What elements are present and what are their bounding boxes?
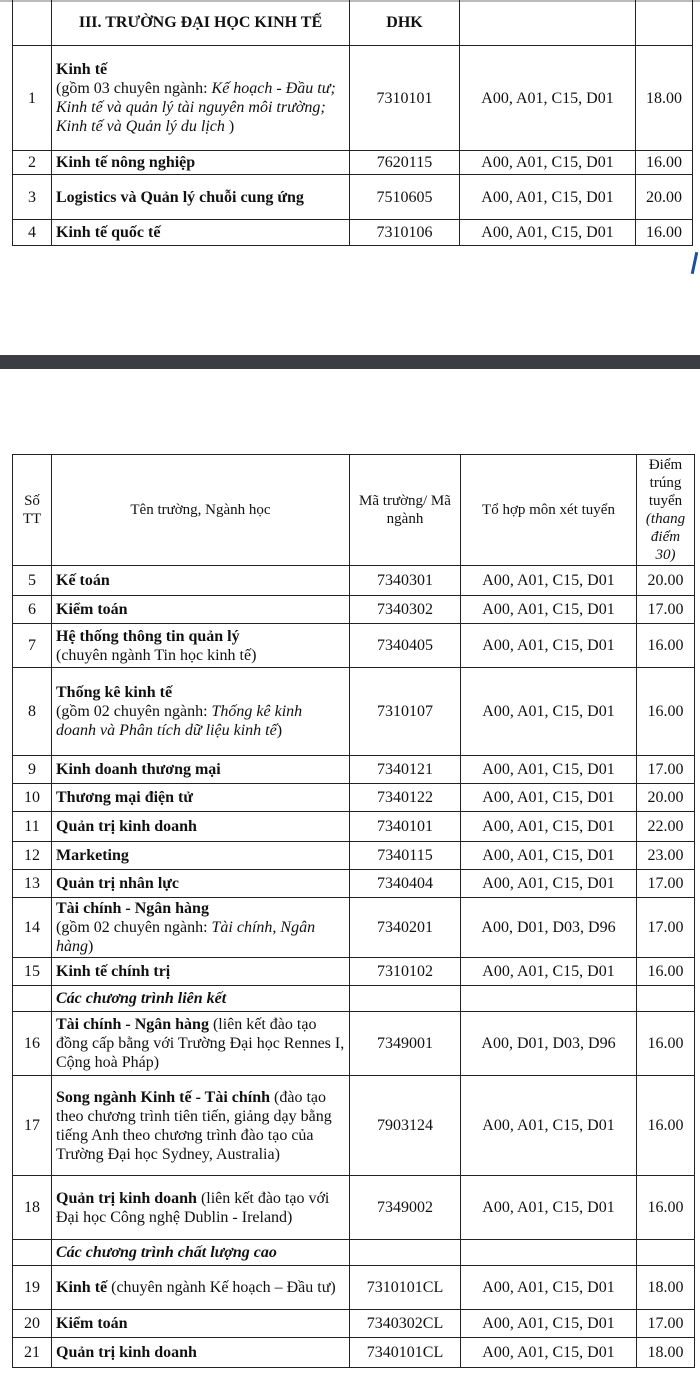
program-title: Tài chính - Ngân hàng <box>56 1016 209 1033</box>
row-number: 20 <box>13 1310 52 1338</box>
admission-score: 17.00 <box>637 898 695 958</box>
program-name <box>52 151 350 175</box>
program-code: 7340405 <box>350 624 461 668</box>
subject-combination: A00, A01, C15, D01 <box>460 46 636 151</box>
subject-combination: A00, A01, C15, D01 <box>461 1076 637 1176</box>
admission-score: 16.00 <box>637 1176 695 1240</box>
row-number: 13 <box>13 870 52 898</box>
program-name <box>52 175 350 220</box>
row-number: 7 <box>13 624 52 668</box>
page-divider <box>0 355 700 369</box>
group-blank <box>461 1240 637 1266</box>
admission-score: 16.00 <box>637 624 695 668</box>
group-blank <box>461 986 637 1012</box>
program-name <box>52 784 350 812</box>
program-specializations: Tài chính, Ngân hàng <box>56 919 316 955</box>
admission-score: 16.00 <box>637 1076 695 1176</box>
program-code: 7340101CL <box>350 1338 461 1368</box>
row-number: 19 <box>13 1266 52 1310</box>
program-specializations: Thống kê kinh doanh và Phân tích dữ liệu kinh tế <box>56 703 303 739</box>
group-blank <box>13 986 52 1012</box>
program-note: (liên kết đào tạo với Đại học Công nghệ Dublin - Ireland) <box>56 1189 330 1226</box>
admission-score: 23.00 <box>637 842 695 870</box>
program-title: Kiểm toán <box>56 1315 128 1332</box>
group-blank <box>350 986 461 1012</box>
program-name <box>52 958 350 986</box>
row-number: 3 <box>13 175 52 220</box>
table-row <box>13 1338 695 1368</box>
group-label: Các chương trình liên kết <box>52 986 350 1012</box>
table-row <box>13 175 693 220</box>
table-row <box>13 842 695 870</box>
school-title: III. TRƯỜNG ĐẠI HỌC KINH TẾ <box>52 0 350 46</box>
program-title: Kinh tế nông nghiệp <box>56 154 196 171</box>
program-code: 7310106 <box>350 220 460 246</box>
admission-score: 20.00 <box>637 784 695 812</box>
subject-combination: A00, A01, C15, D01 <box>461 870 637 898</box>
program-note: (gồm 03 chuyên ngành: <box>56 80 212 97</box>
row-number: 12 <box>13 842 52 870</box>
subject-combination: A00, A01, C15, D01 <box>461 842 637 870</box>
program-code: 7620115 <box>350 151 460 175</box>
admission-score: 22.00 <box>637 812 695 842</box>
program-name <box>52 1012 350 1076</box>
program-title: Kinh tế chính trị <box>56 963 171 980</box>
program-title: Quản trị kinh doanh <box>56 1344 197 1361</box>
table-row <box>13 812 695 842</box>
row-number: 11 <box>13 812 52 842</box>
header-score-label: Điểm trúng tuyển <box>648 457 683 509</box>
program-note: (gồm 02 chuyên ngành: <box>56 703 212 720</box>
table-row <box>13 1012 695 1076</box>
header-score-note: (thang điểm 30) <box>645 511 686 563</box>
admission-score: 16.00 <box>637 668 695 756</box>
program-title: Song ngành Kinh tế - Tài chính <box>56 1088 271 1106</box>
table-row <box>13 668 695 756</box>
program-note: (đào tạo theo chương trình tiên tiến, giảng dạy bằng tiếng Anh theo chương trình đào tạo của Trường Đại học Sydney, Australia) <box>56 1088 332 1163</box>
header-name: Tên trường, Ngành học <box>52 455 350 566</box>
subject-combination: A00, A01, C15, D01 <box>461 756 637 784</box>
row-number: 1 <box>13 46 52 151</box>
header-no: Số TT <box>13 455 52 566</box>
admission-score: 16.00 <box>636 220 693 246</box>
program-code: 7340201 <box>350 898 461 958</box>
program-name <box>52 1076 350 1176</box>
program-code: 7310107 <box>350 668 461 756</box>
header-combo: Tổ hợp môn xét tuyển <box>461 455 637 566</box>
row-number: 16 <box>13 1012 52 1076</box>
table-row <box>13 898 695 958</box>
program-name <box>52 1338 350 1368</box>
group-blank <box>350 1240 461 1266</box>
table-row <box>13 220 693 246</box>
program-code: 7903124 <box>350 1076 461 1176</box>
program-title: Kế toán <box>56 572 110 589</box>
subject-combination: A00, A01, C15, D01 <box>460 151 636 175</box>
admission-score: 18.00 <box>637 1338 695 1368</box>
table-row <box>13 1176 695 1240</box>
subject-combination: A00, A01, C15, D01 <box>461 668 637 756</box>
subject-combination: A00, A01, C15, D01 <box>461 812 637 842</box>
program-name <box>52 812 350 842</box>
table-row <box>13 596 695 624</box>
program-title: Kinh tế <box>56 61 108 78</box>
row-number: 15 <box>13 958 52 986</box>
program-title: Kinh doanh thương mại <box>56 761 221 778</box>
program-name <box>52 624 350 668</box>
program-title: Quản trị kinh doanh <box>56 818 197 835</box>
program-code: 7340101 <box>350 812 461 842</box>
row-number: 9 <box>13 756 52 784</box>
program-name <box>52 566 350 596</box>
header-score <box>637 455 695 566</box>
subject-combination: A00, A01, C15, D01 <box>461 1310 637 1338</box>
subject-combination: A00, A01, C15, D01 <box>461 566 637 596</box>
program-name <box>52 46 350 151</box>
program-name <box>52 870 350 898</box>
table-row <box>13 1310 695 1338</box>
group-blank <box>13 1240 52 1266</box>
table-row <box>13 870 695 898</box>
admission-score: 16.00 <box>636 151 693 175</box>
bottom-admission-table <box>12 454 695 1368</box>
program-code: 7340302 <box>350 596 461 624</box>
program-title: Hệ thống thông tin quản lý <box>56 627 240 645</box>
program-title: Logistics và Quản lý chuỗi cung ứng <box>56 188 304 206</box>
school-code: DHK <box>350 0 460 46</box>
program-name <box>52 220 350 246</box>
subject-combination: A00, A01, C15, D01 <box>460 175 636 220</box>
table-row <box>13 958 695 986</box>
school-header-row <box>13 0 693 46</box>
program-name <box>52 596 350 624</box>
admission-score: 16.00 <box>637 958 695 986</box>
program-code: 7340115 <box>350 842 461 870</box>
program-title: Tài chính - Ngân hàng <box>56 900 209 917</box>
admission-score: 20.00 <box>637 566 695 596</box>
program-name <box>52 1176 350 1240</box>
group-row <box>13 1240 695 1266</box>
row-number: 17 <box>13 1076 52 1176</box>
table-row <box>13 46 693 151</box>
program-code: 7340301 <box>350 566 461 596</box>
row-number: 8 <box>13 668 52 756</box>
row-number: 2 <box>13 151 52 175</box>
row-number: 21 <box>13 1338 52 1368</box>
row-number: 5 <box>13 566 52 596</box>
program-code: 7310102 <box>350 958 461 986</box>
row-number: 10 <box>13 784 52 812</box>
subject-combination: A00, A01, C15, D01 <box>461 784 637 812</box>
admission-score: 17.00 <box>637 756 695 784</box>
program-code: 7510605 <box>350 175 460 220</box>
subject-combination: A00, A01, C15, D01 <box>461 1266 637 1310</box>
program-code: 7310101 <box>350 46 460 151</box>
admission-score: 17.00 <box>637 596 695 624</box>
program-name <box>52 842 350 870</box>
row-number: 18 <box>13 1176 52 1240</box>
subject-combination: A00, A01, C15, D01 <box>461 1338 637 1368</box>
program-code: 7340404 <box>350 870 461 898</box>
subject-combination: A00, A01, C15, D01 <box>461 624 637 668</box>
header-code: Mã trường/ Mã ngành <box>350 455 461 566</box>
program-title: Quản trị nhân lực <box>56 875 179 892</box>
program-note: (chuyên ngành Kế hoạch – Đầu tư) <box>107 1279 336 1296</box>
admission-score: 18.00 <box>637 1266 695 1310</box>
program-note: (gồm 02 chuyên ngành: <box>56 919 212 936</box>
table-row <box>13 756 695 784</box>
admission-score: 16.00 <box>637 1012 695 1076</box>
program-title: Quản trị kinh doanh <box>56 1189 197 1207</box>
subject-combination: A00, A01, C15, D01 <box>461 1176 637 1240</box>
program-note-end: ) <box>88 938 94 955</box>
program-title: Thống kê kinh tế <box>56 684 173 701</box>
program-name <box>52 1266 350 1310</box>
row-number: 6 <box>13 596 52 624</box>
program-title: Kiểm toán <box>56 601 128 618</box>
group-row <box>13 986 695 1012</box>
program-name <box>52 756 350 784</box>
subject-combination: A00, A01, C15, D01 <box>460 220 636 246</box>
admission-score: 18.00 <box>636 46 693 151</box>
table-row <box>13 566 695 596</box>
header-row <box>13 455 695 566</box>
admission-score: 20.00 <box>636 175 693 220</box>
table-row <box>13 784 695 812</box>
program-code: 7340302CL <box>350 1310 461 1338</box>
group-label: Các chương trình chất lượng cao <box>52 1240 350 1266</box>
table-row <box>13 1076 695 1176</box>
program-code: 7349002 <box>350 1176 461 1240</box>
table-row <box>13 151 693 175</box>
program-name <box>52 1310 350 1338</box>
program-title: Thương mại điện tử <box>56 789 193 806</box>
row-number: 4 <box>13 220 52 246</box>
program-code: 7340121 <box>350 756 461 784</box>
row-number: 14 <box>13 898 52 958</box>
admission-score: 17.00 <box>637 870 695 898</box>
program-note-end: ) <box>224 118 235 135</box>
program-code: 7349001 <box>350 1012 461 1076</box>
program-note: (liên kết đào tạo đồng cấp bằng với Trường Đại học Rennes I, Cộng hoà Pháp) <box>56 1016 345 1071</box>
program-code: 7310101CL <box>350 1266 461 1310</box>
pen-mark <box>691 252 699 274</box>
subject-combination: A00, A01, C15, D01 <box>461 958 637 986</box>
subject-combination: A00, D01, D03, D96 <box>461 898 637 958</box>
program-specializations: Kế hoạch - Đầu tư; Kinh tế và quản lý tài nguyên môi trường; Kinh tế và Quản lý du lịch <box>56 80 336 135</box>
top-admission-table <box>12 0 693 246</box>
program-note-end: ) <box>276 722 283 739</box>
table-row <box>13 1266 695 1310</box>
program-title: Marketing <box>56 847 129 864</box>
group-blank <box>637 1240 695 1266</box>
program-name <box>52 898 350 958</box>
program-name <box>52 668 350 756</box>
subject-combination: A00, D01, D03, D96 <box>461 1012 637 1076</box>
group-blank <box>637 986 695 1012</box>
program-title: Kinh tế quốc tế <box>56 224 161 241</box>
table-row <box>13 624 695 668</box>
subject-combination: A00, A01, C15, D01 <box>461 596 637 624</box>
program-note: (chuyên ngành Tin học kinh tế) <box>56 646 257 664</box>
program-title: Kinh tế <box>56 1279 108 1296</box>
admission-score: 17.00 <box>637 1310 695 1338</box>
program-code: 7340122 <box>350 784 461 812</box>
